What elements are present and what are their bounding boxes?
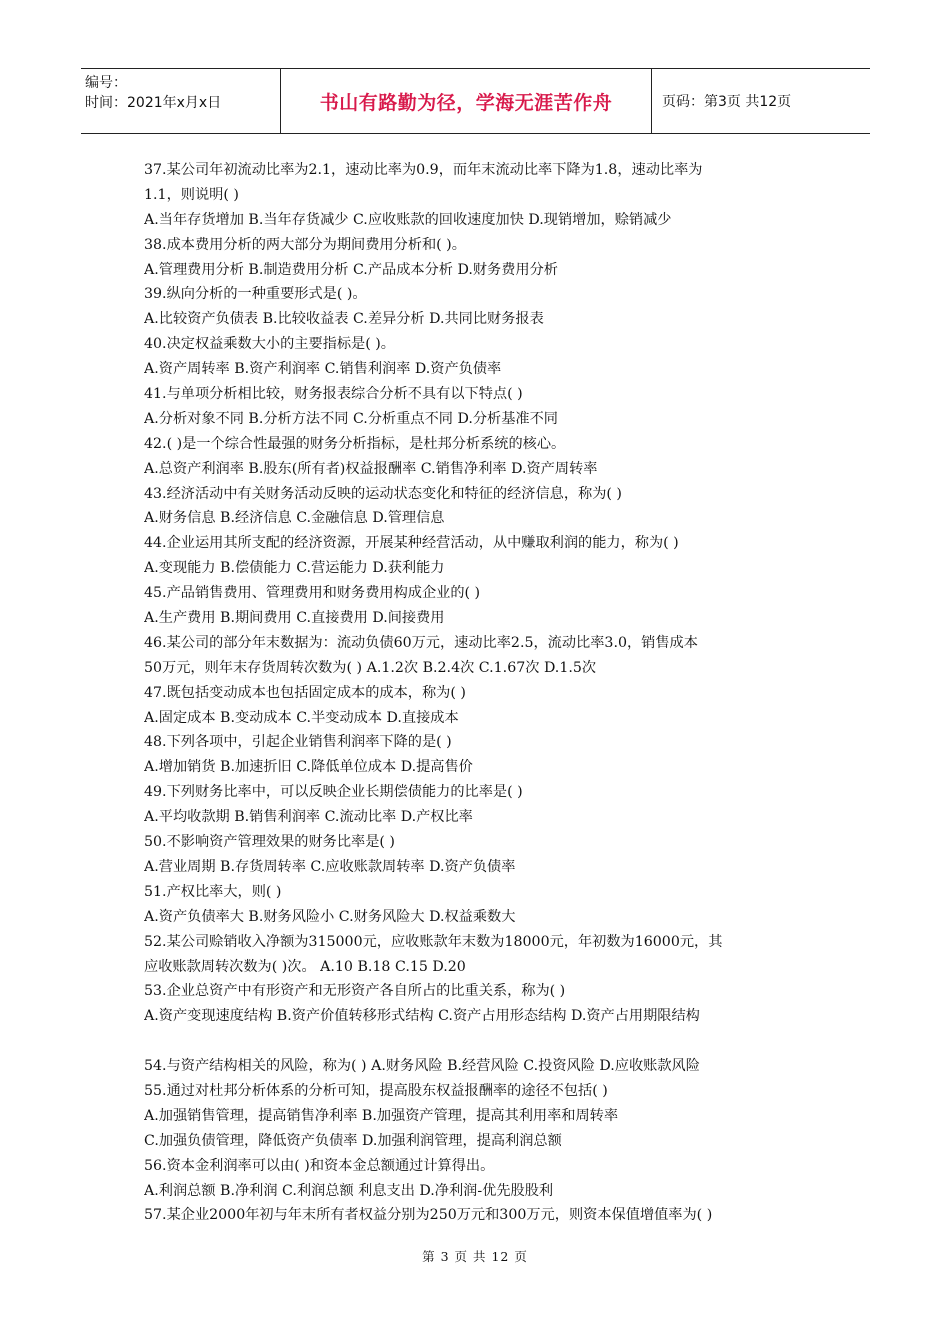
header-table: [81, 68, 870, 134]
text-line: 57.某企业2000年初与年末所有者权益分别为250万元和300万元，则资本保值增值率为( ): [144, 1207, 713, 1224]
text-line: A.生产费用 B.期间费用 C.直接费用 D.间接费用: [144, 610, 445, 627]
text-line: 44.企业运用其所支配的经济资源，开展某种经营活动，从中赚取利润的能力，称为( ): [144, 535, 679, 552]
text-line: A.固定成本 B.变动成本 C.半变动成本 D.直接成本: [144, 709, 459, 726]
text-line: 48.下列各项中，引起企业销售利润率下降的是( ): [144, 734, 452, 751]
text-line: 50.不影响资产管理效果的财务比率是( ): [144, 834, 395, 851]
text-line: 41.与单项分析相比较，财务报表综合分析不具有以下特点( ): [144, 386, 523, 403]
question-body: [144, 158, 816, 1228]
motto-cell: [281, 69, 652, 133]
text-line: 40.决定权益乘数大小的主要指标是( )。: [144, 336, 395, 353]
serial-number-label: 编号：: [85, 75, 127, 91]
text-line: 47.既包括变动成本也包括固定成本的成本，称为( ): [144, 684, 466, 701]
date-line: 时间：2021年x月x日: [85, 95, 222, 111]
text-line: A.增加销货 B.加速折旧 C.降低单位成本 D.提高售价: [144, 759, 473, 776]
text-line: A.资产负债率大 B.财务风险小 C.财务风险大 D.权益乘数大: [144, 908, 516, 925]
text-line: A.变现能力 B.偿债能力 C.营运能力 D.获利能力: [144, 560, 445, 577]
text-line: A.比较资产负债表 B.比较收益表 C.差异分析 D.共同比财务报表: [144, 311, 544, 328]
blank-line: [144, 1029, 816, 1054]
text-line: A.资产变现速度结构 B.资产价值转移形式结构 C.资产占用形态结构 D.资产占用期限结构: [144, 1008, 700, 1025]
page-info-cell: [652, 69, 870, 133]
text-line: 54.与资产结构相关的风险，称为( ) A.财务风险 B.经营风险 C.投资风险 D.应收账款风险: [144, 1058, 700, 1075]
text-line: A.当年存货增加 B.当年存货减少 C.应收账款的回收速度加快 D.现销增加，赊销减少: [144, 211, 672, 228]
text-line: 50万元，则年末存货周转次数为( ) A.1.2次 B.2.4次 C.1.67次 D.1.5次: [144, 659, 597, 676]
text-line: 37.某公司年初流动比率为2.1，速动比率为0.9，而年末流动比率下降为1.8，速动比率为: [144, 162, 703, 178]
page-footer: [0, 1247, 950, 1265]
text-line: A.平均收款期 B.销售利润率 C.流动比率 D.产权比率: [144, 809, 473, 826]
text-line: A.加强销售管理，提高销售净利率 B.加强资产管理，提高其利用率和周转率: [144, 1107, 619, 1124]
page-info-text: 页码：第3页 共12页: [662, 94, 792, 110]
text-line: 53.企业总资产中有形资产和无形资产各自所占的比重关系，称为( ): [144, 983, 566, 1000]
text-line: 45.产品销售费用、管理费用和财务费用构成企业的( ): [144, 585, 481, 602]
text-line: A.财务信息 B.经济信息 C.金融信息 D.管理信息: [144, 510, 445, 527]
text-line: A.总资产利润率 B.股东(所有者)权益报酬率 C.销售净利率 D.资产周转率: [144, 460, 598, 477]
header-meta-cell: [81, 69, 281, 133]
text-line: A.分析对象不同 B.分析方法不同 C.分析重点不同 D.分析基准不同: [144, 410, 558, 427]
text-line: 43.经济活动中有关财务活动反映的运动状态变化和特征的经济信息，称为( ): [144, 485, 622, 502]
text-line: A.利润总额 B.净利润 C.利润总额 利息支出 D.净利润-优先股股利: [144, 1182, 554, 1199]
text-line: 42.( )是一个综合性最强的财务分析指标，是杜邦分析系统的核心。: [144, 435, 566, 452]
text-line: 38.成本费用分析的两大部分为期间费用分析和( )。: [144, 236, 466, 253]
text-line: A.管理费用分析 B.制造费用分析 C.产品成本分析 D.财务费用分析: [144, 261, 558, 278]
text-line: 55.通过对杜邦分析体系的分析可知，提高股东权益报酬率的途径不包括( ): [144, 1082, 608, 1099]
text-line: 39.纵向分析的一种重要形式是( )。: [144, 286, 367, 303]
text-line: 52.某公司赊销收入净额为315000元，应收账款年末数为18000元，年初数为16000元，其: [144, 933, 723, 950]
text-line: 46.某公司的部分年末数据为：流动负债60万元，速动比率2.5，流动比率3.0，销售成本: [144, 634, 698, 651]
text-line: C.加强负债管理，降低资产负债率 D.加强利润管理，提高利润总额: [144, 1132, 562, 1149]
text-line: 56.资本金利润率可以由( )和资本金总额通过计算得出。: [144, 1157, 495, 1174]
text-line: 1.1，则说明( ): [144, 186, 239, 203]
text-line: 49.下列财务比率中，可以反映企业长期偿债能力的比率是( ): [144, 784, 523, 801]
text-line: A.资产周转率 B.资产利润率 C.销售利润率 D.资产负债率: [144, 361, 502, 378]
motto-text: 书山有路勤为径，学海无涯苦作舟: [319, 91, 613, 114]
text-line: A.营业周期 B.存货周转率 C.应收账款周转率 D.资产负债率: [144, 858, 516, 875]
text-line: 51.产权比率大，则( ): [144, 883, 282, 900]
footer-page-number: 第 3 页 共 12 页: [422, 1249, 528, 1264]
text-line: 应收账款周转次数为( )次。 A.10 B.18 C.15 D.20: [144, 958, 466, 975]
